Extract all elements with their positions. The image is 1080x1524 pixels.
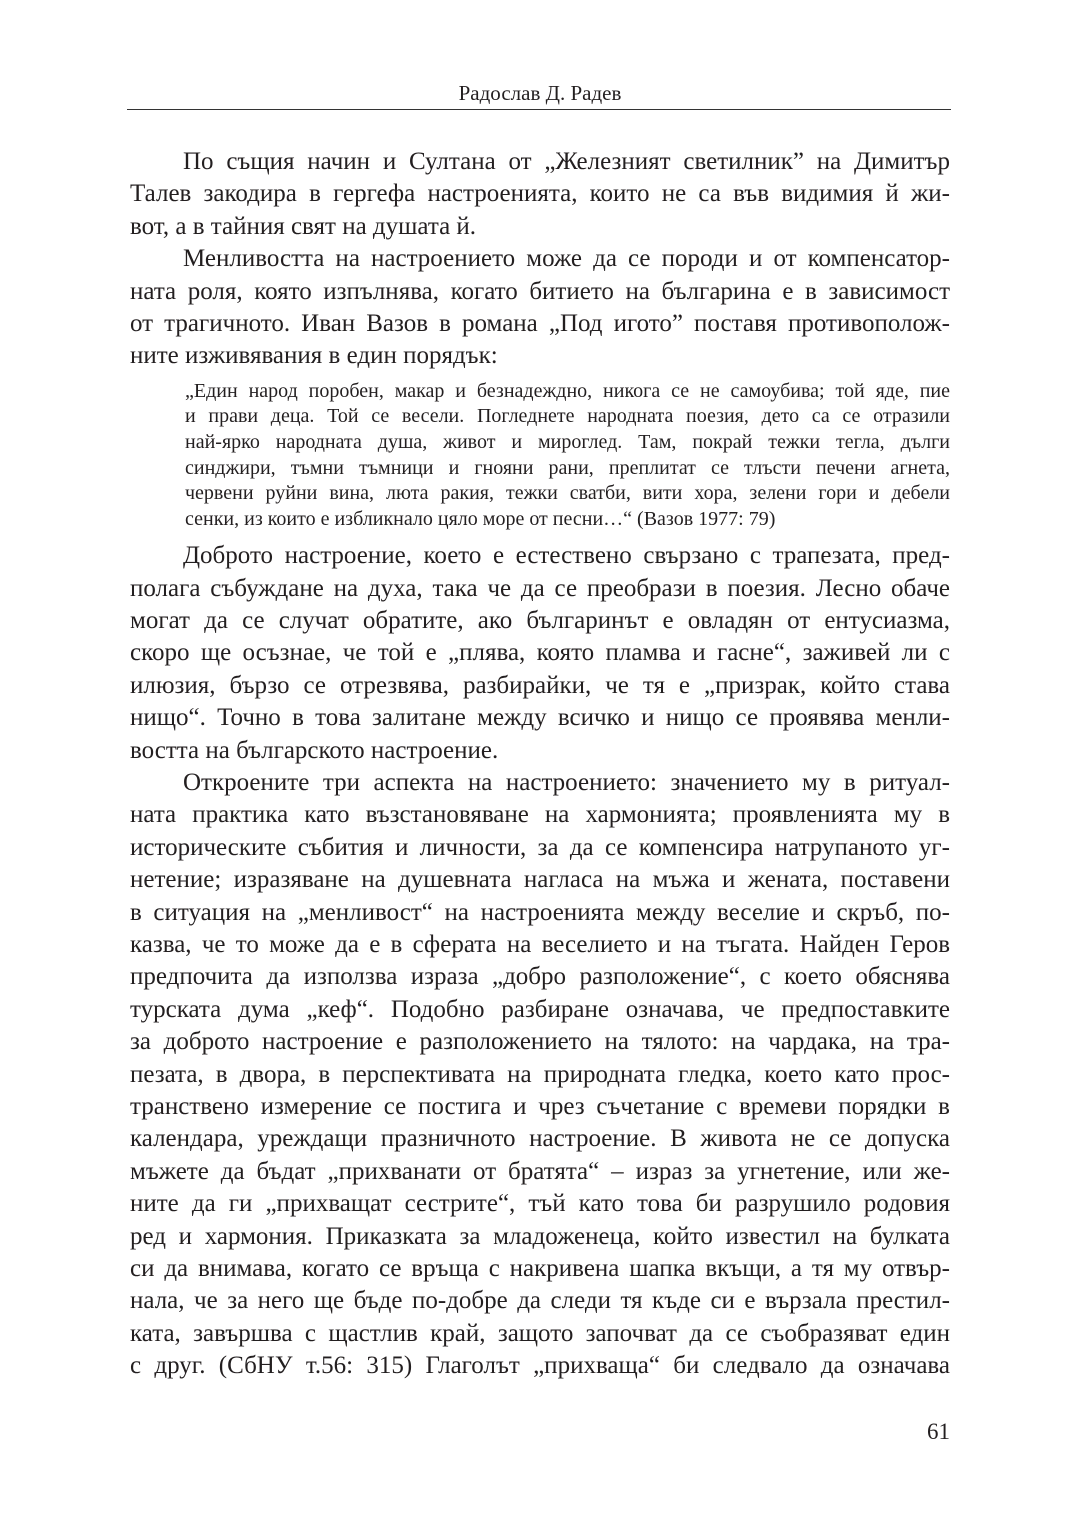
paragraph	[130, 146, 950, 243]
text-line: Доброто настроение, което е естествено свързано с трапезата, пред-	[183, 542, 950, 570]
text-line: нетение; изразяване на душевната нагласа на мъжа и жената, поставени	[130, 866, 950, 894]
text-line: синджири, тъмни тъмници и гнояни рани, преплитат се тлъсти печени агнета,	[185, 456, 950, 479]
page-number: 61	[927, 1419, 950, 1444]
text-line: за доброто настроение е разположението на тялото: на чардака, на тра-	[130, 1028, 950, 1056]
text-line: казва, че то може да е в сферата на веселието и на тъгата. Найден Геров	[130, 930, 950, 958]
text-line: Менливостта на настроението може да се породи и от компенсатор-	[183, 245, 950, 273]
text-line: нищо“. Точно в това залитане между всичко и нищо се проявява менли-	[130, 704, 950, 732]
text-line: мъжете да бъдат „прихванати от братята“ – израз за угнетение, или же-	[130, 1157, 950, 1185]
text-line: ната роля, която изпълнява, когато битието на българина е в зависимост	[130, 277, 950, 305]
text-line: полага събуждане на духа, така че да се преобрази в поезия. Лесно обаче	[130, 574, 950, 602]
paragraph	[130, 540, 950, 767]
text-line: могат да се случат обратите, ако българинът е овладян от ентусиазма,	[130, 607, 950, 635]
text-line: от трагичното. Иван Вазов в романа „Под игото” поставя противополож-	[130, 309, 950, 337]
text-line: предпочита да използва израза „добро разположение“, с което обяснява	[130, 963, 950, 991]
text-line: Талев закодира в гергефа настроенията, които не са във видимия й жи-	[130, 180, 950, 208]
text-line: вот, а в тайния свят на душата й.	[130, 212, 477, 240]
text-line: сенки, из които е избликнало цяло море от песни…“ (Вазов 1977: 79)	[185, 507, 776, 530]
paragraph	[130, 243, 950, 373]
running-header: Радослав Д. Радев	[458, 81, 622, 105]
text-line: транствено измерение се постига и чрез съчетание с времеви порядки в	[130, 1092, 950, 1120]
text-line: календара, уреждащи празничното настроение. В живота не се допуска	[130, 1125, 950, 1153]
block-quote	[130, 379, 950, 533]
text-line: ред и хармония. Приказката за младоженеца, който известил на булката	[130, 1222, 950, 1250]
text-line: Откроените три аспекта на настроението: значението му в ритуал-	[183, 769, 950, 797]
text-line: По същия начин и Султана от „Железният светилник” на Димитър	[183, 148, 950, 175]
text-line: в ситуация на „менливост“ на настроенията между веселие и скръб, по-	[130, 898, 950, 926]
text-line: ната практика като възстановяване на хармонията; проявленията му в	[130, 801, 950, 829]
text-line: ните да ги „прихващат сестрите“, тъй като това би разрушило родовия	[130, 1190, 950, 1218]
text-line: нала, че за него ще бъде по-добре да следи тя къде си е вързала престил-	[130, 1287, 950, 1315]
header-rule	[127, 109, 951, 110]
paragraph	[130, 767, 950, 1382]
text-line: най-ярко народната душа, живот и мироглед. Там, покрай тежки тегла, дълги	[185, 430, 950, 453]
text-line: ните изживявания в един порядък:	[130, 342, 498, 370]
text-line: „Един народ поробен, макар и безнадеждно, никога се не самоубива; той яде, пие	[185, 379, 950, 402]
text-line: скоро ще осъзнае, че той е „плява, която пламва и гасне“, заживей ли с	[130, 639, 950, 667]
text-line: червени руйни вина, люта ракия, тежки сватби, вити хора, зелени гори и дебели	[185, 482, 950, 505]
text-line: историческите събития и личности, за да се компенсира натрупаното уг-	[130, 833, 950, 861]
text-line: турската дума „кеф“. Подобно разбиране означава, че предпоставките	[130, 995, 950, 1023]
page-body	[130, 146, 950, 1382]
text-line: пезата, в двора, в перспективата на природната гледка, което като прос-	[130, 1060, 950, 1088]
text-line: и прави деца. Той се весели. Погледнете народната поезия, дето са се отразили	[185, 405, 950, 428]
text-line: си да внимава, когато се връща с накривена шапка вкъщи, а тя му отвър-	[130, 1254, 950, 1282]
text-line: илюзия, бързо се отрезвява, разбирайки, че тя е „призрак, който става	[130, 671, 950, 699]
text-line: ката, завършва с щастлив край, защото започват да се съобразяват един	[130, 1319, 950, 1347]
text-line: востта на българското настроение.	[130, 736, 499, 764]
text-line: с друг. (СбНУ т.56: 315) Глаголът „прихваща“ би следвало да означава	[130, 1352, 950, 1380]
